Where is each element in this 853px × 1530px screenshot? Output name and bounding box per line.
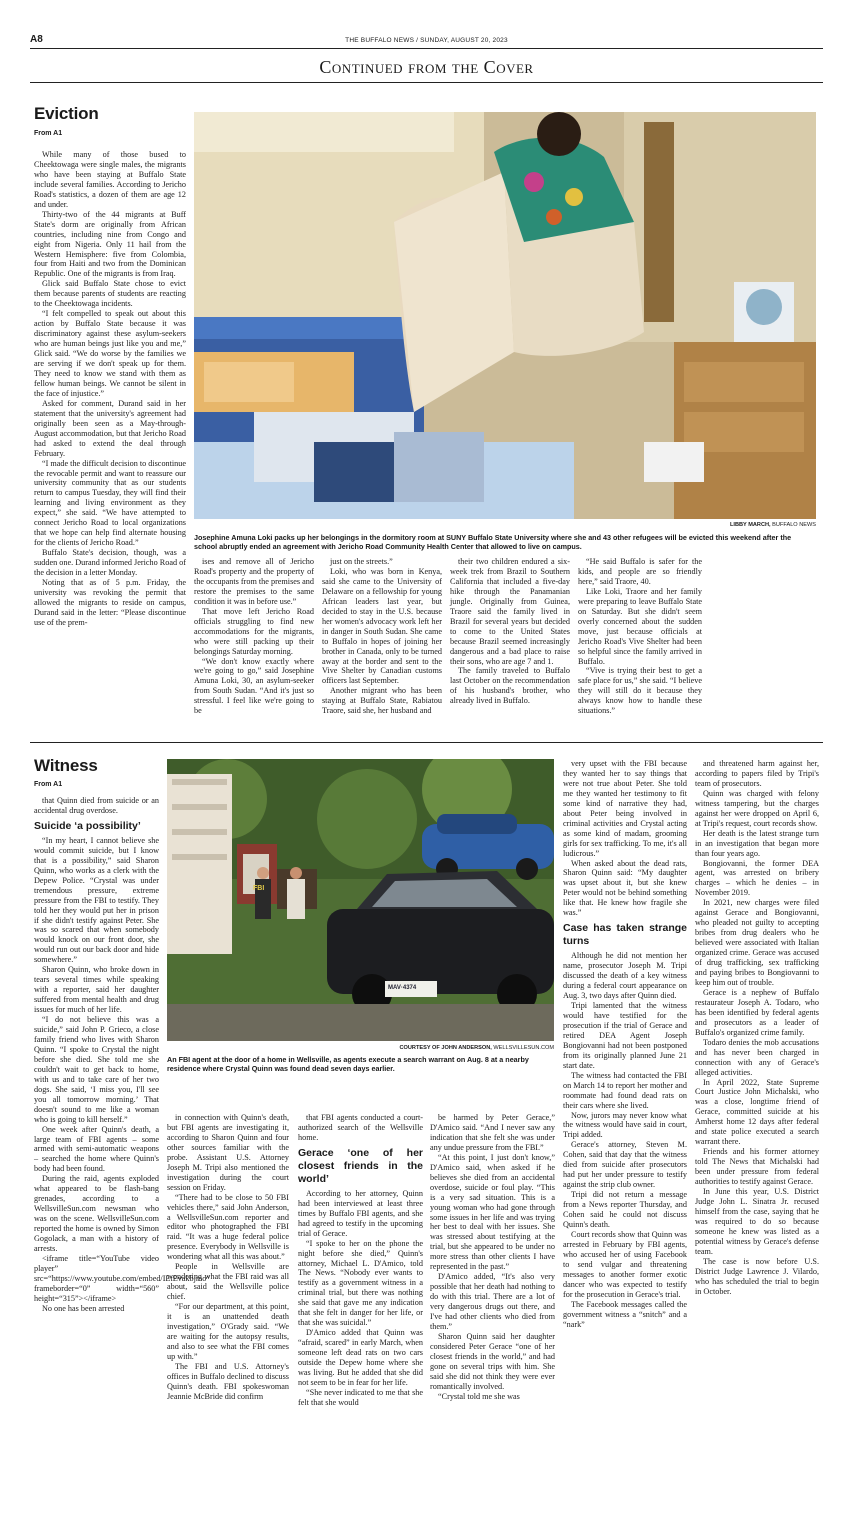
paragraph: Gerace's attorney, Steven M. Cohen, said that day that the witness died from suicide after prosecutors had put her under pressure to testify against the strip club owner. (563, 1140, 687, 1190)
paragraph: “There had to be close to 50 FBI vehicles there,” said John Anderson, a WellsvilleSun.com reporter and editor who photographed the FBI raid. “It was a huge federal police presence. Everybody in Wellsville is wondering what all this was about.” (167, 1192, 289, 1262)
witness-photo-credit (300, 1045, 554, 1051)
paragraph: “She never indicated to me that she felt that she would (298, 1387, 423, 1407)
paragraph: “I made the difficult decision to discontinue the revocable permit and want to reassure our university community that as our students return to campus Tuesday, they will find their learning and living environment as they expect,” she said. “We have attempted to connect Jericho Road to local organizations that we hope can help find alternate housing for the clients of Jericho Road.” (34, 458, 187, 548)
paragraph: their two children endured a six-week trek from Brazil to Southern California that included a five-day hike through the Panamanian jungle. Originally from Guinea, Traore said the family lived in Brazil for several years but decided to come to the United States because Brazil seemed increasingly dangerous and a bad place to raise their sons, who are age 7 and 1. (450, 557, 570, 666)
paragraph: Quinn was charged with felony witness tampering, but the charges against her were dropped on April 6, at Tripi's request, court records show. (695, 788, 819, 828)
paragraph: While many of those bused to Cheektowaga were single males, the migrants who have been staying at Buffalo State include several families. According to Jericho Road's statistics, a dozen of them are age 12 and under. (34, 150, 186, 209)
paragraph: The Facebook messages called the government witness a “snitch” and a “nark” (563, 1299, 687, 1329)
witness-col5-top (563, 759, 687, 918)
witness-col1-rest (34, 835, 210, 1314)
paragraph: “Crystal told me she was (438, 1391, 520, 1401)
paragraph: Bongiovanni, the former DEA agent, was arrested on bribery charges – which he denies – in November 2019. (695, 858, 819, 898)
eviction-column-2 (194, 557, 314, 716)
paragraph: be harmed by Peter Gerace,” D'Amico said. “And I never saw any indication that she felt she was under any undue pressure from the FBI.” (430, 1113, 555, 1152)
paragraph: The witness had contacted the FBI on March 14 to report her mother and roommate had found dead rats on their cars where she lived. (563, 1070, 687, 1110)
paragraph: Noting that as of 5 p.m. Friday, the university was revoking the permit that allowed the migrants to reside on campus, Durand said in the letter: “Please discontinue use of the prem- (34, 577, 186, 627)
paragraph: D'Amico added, “It's also very possible that her death had nothing to do with this trial. There are a lot of very dangerous drugs out there, and I've had other clients who died from them.” (430, 1272, 555, 1332)
witness-column-4 (430, 1113, 555, 1402)
paragraph: Now, jurors may never know what the witness would have said in court, Tripi added. (563, 1110, 687, 1140)
paragraph: “In my heart, I cannot believe she would commit suicide, but I know that is a possibility,” said Sharon Quinn, who works as a clerk with the Depew Police. “Crystal was under tremendous pressure, extreme pressure from the FBI to testify. They told her they would put her in prison if she didn't testify against Peter. She was so scared that when somebody would knock on our front door, she would run out our back door and hide somewhere.” (34, 835, 159, 965)
paragraph: “I felt compelled to speak out about this action by Buffalo State because it was discriminatory against these asylum-seekers who are human beings just like you and me,” Glick said. “We do worse by the families we are serving if we don't speak up for them. They need to know we stand with them as fellow human beings. We cannot be silent in the face of injustice.” (34, 309, 186, 398)
paragraph: Sharon Quinn said her daughter considered Peter Gerace “one of her closest friends in the world,” and had gone on several trips with him. She said she did not think they were ever romantically involved. (430, 1331, 555, 1391)
paragraph: When asked about the dead rats, Sharon Quinn said: “My daughter was upset about it, but she knew Peter would not be behind something like that. He knew how fragile she was.” (563, 858, 687, 918)
continued-banner: Continued from the Cover (319, 57, 534, 77)
page-number: A8 (30, 34, 43, 45)
paragraph: Todaro denies the mob accusations and has never been charged in connection with any of Gerace's alleged activities. (695, 1037, 819, 1077)
eviction-photo-caption: Josephine Amuna Loki packs up her belongings in the dormitory room at SUNY Buffalo State University where she and 43 other refugees will be evicted this weekend after the school abruptly ended an agreement with Jericho Road Community Health Center that allowed to live on campus. (194, 533, 792, 551)
paragraph: “Vive is trying their best to get a safe place for us,” she said. “I believe they will still do it because they always know how to handle these situations.” (578, 666, 702, 716)
paragraph: “He said Buffalo is safer for the kids, and people are so friendly here,” said Traore, 40. (578, 557, 702, 586)
paragraph: D'Amico added that Quinn was “afraid, scared” in early March, when someone left dead rats on two cars outside the Depew home where she was living. But he added that she did not seem to be in fear for her life. (298, 1328, 423, 1387)
witness-jump-line: From A1 (34, 781, 63, 788)
witness-column-2 (167, 1113, 289, 1402)
paragraph: Glick said Buffalo State chose to evict them because parents of students are reacting to the Cheektowaga incidents. (34, 279, 186, 309)
paragraph: Gerace is a nephew of Buffalo restaurateur Joseph A. Todaro, who has been identified by federal agents and prosecutors as a leader of Buffalo's organized crime family. (695, 987, 819, 1037)
paragraph: ises and remove all of Jericho Road's property and the property of the occupants from the premises and restore the premises to the same condition it was in before use.” (194, 557, 314, 606)
witness-subhead-gerace: Gerace ‘one of her closest friends in the world’ (298, 1146, 423, 1185)
fbi-raid-photo (167, 759, 554, 1041)
eviction-column-5 (578, 557, 702, 716)
section-divider (30, 742, 823, 743)
paragraph: Buffalo State's decision, though, was a sudden one. Durand informed Jericho Road of the decision in a letter Monday. (34, 548, 186, 578)
eviction-jump-line: From A1 (34, 130, 63, 137)
license-plate: MAV·4374 (388, 985, 417, 991)
folio-info: THE BUFFALO NEWS / SUNDAY, AUGUST 20, 2023 (345, 37, 508, 44)
paragraph: Tripi lamented that the witness would have testified for the prosecution if the trial of Gerace and retired DEA Agent Joseph Bongiovanni had not been postponed from its originally planned June 21 start date. (563, 1001, 687, 1070)
paragraph: In 2021, new charges were filed against Gerace and Bongiovanni, who pleaded not guilty to accepting bribes from drug dealers who he believed were associated with Italian organized crime. Gerace was accused of drug trafficking, sex trafficking and paying bribes to Bongiovanni to keep him out of trouble. (695, 898, 819, 987)
witness-photo-caption: An FBI agent at the door of a home in Wellsville, as agents execute a search warrant on Aug. 8 at a nearby residence where Crystal Quinn was found dead seven days earlier. (167, 1055, 529, 1073)
paragraph: Her death is the latest strange turn in an investigation that began more than four years ago. (695, 828, 819, 858)
paragraph: Although he did not mention her name, prosecutor Joseph M. Tripi discussed the death of a key witness during a federal court appearance on Aug. 3, two days after Quinn died. (563, 951, 687, 1001)
paragraph: That move left Jericho Road officials struggling to find new accommodations for the migrants, who were still packing up their belongings Saturday morning. (194, 606, 314, 656)
eviction-credit-name: LIBBY MARCH, (730, 522, 771, 528)
paragraph: The family traveled to Buffalo last October on the recommendation of his husband's brother, who already lived in Buffalo. (450, 666, 570, 706)
witness-credit-name: COURTESY OF JOHN ANDERSON, (399, 1045, 492, 1051)
witness-col5-rest (563, 951, 687, 1329)
paragraph: Friends and his former attorney told The News that Michalski had been under pressure from federal authorities to testify against Gerace. (695, 1147, 819, 1187)
eviction-photo (194, 112, 816, 519)
paragraph: People in Wellsville are wondering what the FBI raid was all about, said the Wellsville police chief. (167, 1262, 289, 1302)
paragraph: very upset with the FBI because they wanted her to say things that were not true about Peter. She told me they wanted her testimony to fit some kind of narrative they had, about Peter being involved in criminal activities and Crystal acting as some kind of madam, grooming girls for sex trafficking. To me, it's all ludicrous.” (563, 759, 687, 858)
paragraph: No one has been arrested (42, 1303, 125, 1313)
paragraph: that FBI agents conducted a court-authorized search of the Wellsville home. (298, 1113, 423, 1142)
paragraph: that Quinn died from suicide or an accidental drug overdose. (34, 796, 159, 815)
eviction-credit-org: BUFFALO NEWS (772, 522, 816, 528)
witness-headline: Witness (34, 756, 98, 775)
paragraph: One week after Quinn's death, a large team of FBI agents – some armed with semi-automatic weapons – searched the home where Quinn's body had been found. (34, 1124, 159, 1174)
witness-subhead-strange: Case has taken strange turns (563, 922, 687, 948)
eviction-column-4 (450, 557, 570, 706)
fbi-vest-lettering: FBI (253, 885, 265, 892)
paragraph: The FBI and U.S. Attorney's offices in Buffalo declined to discuss Quinn's death. FBI spokeswoman Jeannie McBride did confirm (167, 1361, 289, 1401)
eviction-photo-credit (560, 522, 816, 528)
paragraph: According to her attorney, Quinn had been interviewed at least three times by Buffalo FBI agents, and she had agreed to testify in the upcoming trial of Gerace. (298, 1188, 423, 1238)
paragraph: Asked for comment, Durand said in her statement that the university's agreement had originally been seen as a May-through-August accommodation, but that Jericho Road had asked to extend the deal through February. (34, 398, 186, 458)
witness-col3-rest (298, 1189, 423, 1408)
paragraph: Court records show that Quinn was arrested in February by FBI agents, who accused her of using Facebook to send vulgar and threatening messages to another former exotic dancer who was expected to testify for the prosecution in Gerace's trial. (563, 1229, 687, 1299)
paragraph: <iframe title=“YouTube video player” src=“https://www.youtube.com/embed/IEtEvakbjmo” frameborder=“0” width=“560” height=“315”></iframe> (34, 1253, 210, 1303)
eviction-column-3 (322, 557, 442, 716)
banner-rule (30, 82, 823, 83)
witness-col3-top (298, 1113, 423, 1143)
paragraph: “For our department, at this point, it is an unattended death investigation,” O'Grady said. “We are waiting for the autopsy results, and also to see what the FBI comes up with.” (167, 1302, 289, 1361)
paragraph: “I spoke to her on the phone the night before she died,” Quinn's attorney, Michael L. D'Amico, told The News. “Nobody ever wants to testify as a government witness in a criminal trial, but there was nothing she said that gave me any indication that she felt in danger for her life, or that she was suicidal.” (298, 1238, 423, 1328)
witness-photo (167, 759, 554, 1041)
eviction-headline: Eviction (34, 104, 99, 123)
paragraph: During the raid, agents exploded what appeared to be flash-bang grenades, according to a WellsvilleSun.com newsman who was on the scene. WellsvilleSun.com reported the home is owned by Simon Gogolack, a man with a history of arrests. (34, 1174, 159, 1253)
paragraph: just on the streets.” (330, 557, 393, 566)
eviction-column-1 (34, 150, 186, 628)
top-rule (30, 48, 823, 49)
witness-subhead-suicide: Suicide ‘a possibility’ (34, 819, 141, 832)
dorm-room-photo (194, 112, 816, 519)
paragraph: “At this point, I just don't know,” D'Amico said, when asked if he believes she died from an accidental overdose, suicide or foul play. “This is a very sad situation. This is a young woman who had gone through some issues in her life and was trying her best to deal with her issues. She was stressed about testifying at the trial, but she appeared to be under no more stress than other clients I have represented in the past.” (430, 1152, 555, 1272)
paragraph: in connection with Quinn's death, but FBI agents are investigating it, according to Sharon Quinn and four other sources familiar with the probe. Assistant U.S. Attorney Joseph M. Tripi also mentioned the investigation during the court session on Friday. (167, 1113, 289, 1192)
witness-credit-org: WELLSVILLESUN.COM (493, 1045, 554, 1051)
paragraph: Loki, who was born in Kenya, said she came to the University of Delaware on a fellowship for young African leaders last year, but decided to stay in the U.S. because her women's advocacy work left her in danger in South Sudan. She came to Buffalo in hopes of joining her brother in Canada, only to be turned away at the border and sent to the Vive Shelter by Canadian customs officers last September. (322, 566, 442, 686)
witness-column-6 (695, 759, 819, 1296)
paragraph: “I do not believe this was a suicide,” said John P. Grieco, a close family friend who lives with Sharon Quinn. “I spoke to Crystal the night before she died. She told me she couldn't wait to get back to home, with us and to take care of her two dogs. She said, ‘I miss you, I'll see you all tomorrow morning.’ That doesn't sound to me like a woman who is going to kill herself.” (34, 1015, 159, 1124)
paragraph: and threatened harm against her, according to papers filed by Tripi's team of prosecutors. (695, 759, 819, 788)
witness-column-1 (34, 796, 210, 1314)
witness-column-5 (563, 759, 687, 1329)
paragraph: In June this year, U.S. District Judge John L. Sinatra Jr. recused himself from the case, saying that he was required to do so because someone he knew was listed as a potential witness by Gerace's defense team. (695, 1186, 819, 1256)
paragraph: Thirty-two of the 44 migrants at Buff State's dorm are originally from African countries, including nine from Congo and eight from Nigeria. Only 11 hail from the Western Hemisphere: five from Colombia, four from Haiti and two from the Dominican Republic. One of the migrants is from Iraq. (34, 209, 186, 279)
paragraph: The case is now before U.S. District Judge Lawrence J. Vilardo, who has scheduled the trial to begin in October. (695, 1256, 819, 1296)
paragraph: “We don't know exactly where we're going to go,” said Josephine Amuna Loki, 30, an asylum-seeker from South Sudan. “And it's just so stressful. I feel like we're going to be (194, 656, 314, 716)
witness-col1-top (34, 796, 159, 816)
paragraph: Sharon Quinn, who broke down in tears several times while speaking with a reporter, said her daughter suffered from mental health and drug issues for much of her life. (34, 965, 159, 1015)
witness-column-3 (298, 1113, 423, 1408)
paragraph: Tripi did not return a message from a News reporter Thursday, and Cohen said he could not discuss Quinn's death. (563, 1190, 687, 1229)
paragraph: In April 2022, State Supreme Court Justice John Michalski, who was a close, longtime friend of Gerace, committed suicide at his Amherst home 12 days after federal and state police executed a search warrant there. (695, 1077, 819, 1147)
paragraph: Another migrant who has been staying at Buffalo State, Rabiatou Traore, said she, her husband and (322, 686, 442, 716)
paragraph: Like Loki, Traore and her family were preparing to leave Buffalo State on Saturday. But she didn't seem overly concerned about the sudden move, just because officials at Jericho Road's Vive Shelter had been so helpful since the family arrived in Buffalo. (578, 586, 702, 666)
